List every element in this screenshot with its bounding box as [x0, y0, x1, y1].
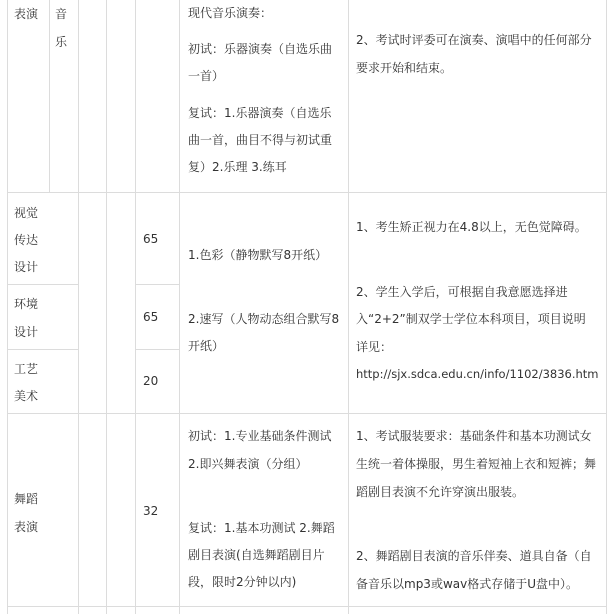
subject-text-line: 初试：1.专业基础条件测试 [188, 429, 332, 443]
subject-text-line: 复）2.乐理 3.练耳 [188, 160, 287, 174]
subject-text-line: 开纸） [188, 339, 225, 353]
major-name-line: 设计 [14, 260, 39, 274]
grid-line-h4 [7, 349, 79, 350]
subject-text-line: 1.色彩（静物默写8开纸） [188, 248, 328, 262]
notes-text-line: 备音乐以mp3或wav格式存储于U盘中）。 [356, 577, 578, 591]
grid-line-v2 [49, 0, 50, 193]
quota-cell: 32 [143, 504, 159, 518]
notes-text-line: 1、考生矫正视力在4.8以上，无色觉障碍。 [356, 220, 587, 234]
quota-cell: 20 [143, 374, 159, 388]
major-cell-music-line2 [55, 33, 67, 50]
subject-text-line: 复试：1.乐器演奏（自选乐 [188, 106, 332, 120]
quota-cell: 65 [143, 232, 159, 246]
grid-line-v4 [106, 0, 107, 614]
major-name-line: 传达 [14, 233, 39, 247]
grid-line-h1 [7, 192, 607, 193]
subject-text-line: 一首） [188, 69, 225, 83]
major-name-line: 舞蹈 [14, 492, 39, 506]
grid-line-v1 [7, 0, 8, 614]
major-char-1: 音 [55, 7, 68, 21]
notes-text-line: 入“2+2”制双学士学位本科项目，项目说明 [356, 312, 586, 326]
notes-text-line: 详见： [356, 340, 393, 354]
grid-line-h3 [135, 284, 180, 285]
subject-text-line: 2.速写（人物动态组合默写8 [188, 312, 340, 326]
quota-cell: 65 [143, 310, 159, 324]
notes-text-line: 蹈剧目表演不允许穿演出服装。 [356, 485, 525, 499]
notes-text-line: 生统一着体操服，男生着短袖上衣和短裤；舞 [356, 457, 597, 471]
grid-line-h2 [7, 284, 79, 285]
grid-line-v5 [135, 0, 136, 614]
notes-text-line: 2、舞蹈剧目表演的音乐伴奏、道具自备（自 [356, 549, 592, 563]
major-name-line: 环境 [14, 297, 39, 311]
major-name-line: 视觉 [14, 206, 39, 220]
notes-text-line: 2、学生入学后，可根据自我意愿选择进 [356, 285, 568, 299]
grid-line-h7 [7, 606, 607, 607]
grid-line-v7 [348, 0, 349, 614]
major-name-line: 美术 [14, 389, 39, 403]
subject-text-line: 初试：乐器演奏（自选乐曲 [188, 42, 333, 56]
grid-line-v3 [78, 0, 79, 614]
subject-text-line: 现代音乐演奏： [188, 6, 273, 20]
major-name-line: 设计 [14, 325, 39, 339]
category-cell: 表演 [14, 7, 39, 21]
notes-link[interactable]: http://sjx.sdca.edu.cn/info/1102/3836.htm [356, 367, 599, 381]
major-name-line: 工艺 [14, 362, 39, 376]
major-cell-music-line1 [55, 5, 67, 22]
grid-line-h6 [7, 413, 607, 414]
grid-line-h5 [135, 349, 180, 350]
major-char-2: 乐 [55, 35, 68, 49]
notes-text-line: 要求开始和结束。 [356, 61, 453, 75]
subject-text-line: 2.即兴舞表演（分组） [188, 457, 308, 471]
notes-text-line: 1、考试服装要求：基础条件和基本功测试女 [356, 429, 592, 443]
subject-text-line: 剧目表演(自选舞蹈剧目片 [188, 548, 325, 562]
notes-text-line: 2、考试时评委可在演奏、演唱中的任何部分 [356, 33, 592, 47]
subject-text-line: 复试：1.基本功测试 2.舞蹈 [188, 521, 335, 535]
grid-line-v6 [179, 0, 180, 614]
major-name-line: 表演 [14, 520, 39, 534]
subject-text-line: 曲一首，曲目不得与初试重 [188, 133, 333, 147]
grid-line-v8 [606, 0, 607, 614]
subject-text-line: 段，限时2分钟以内) [188, 575, 297, 589]
